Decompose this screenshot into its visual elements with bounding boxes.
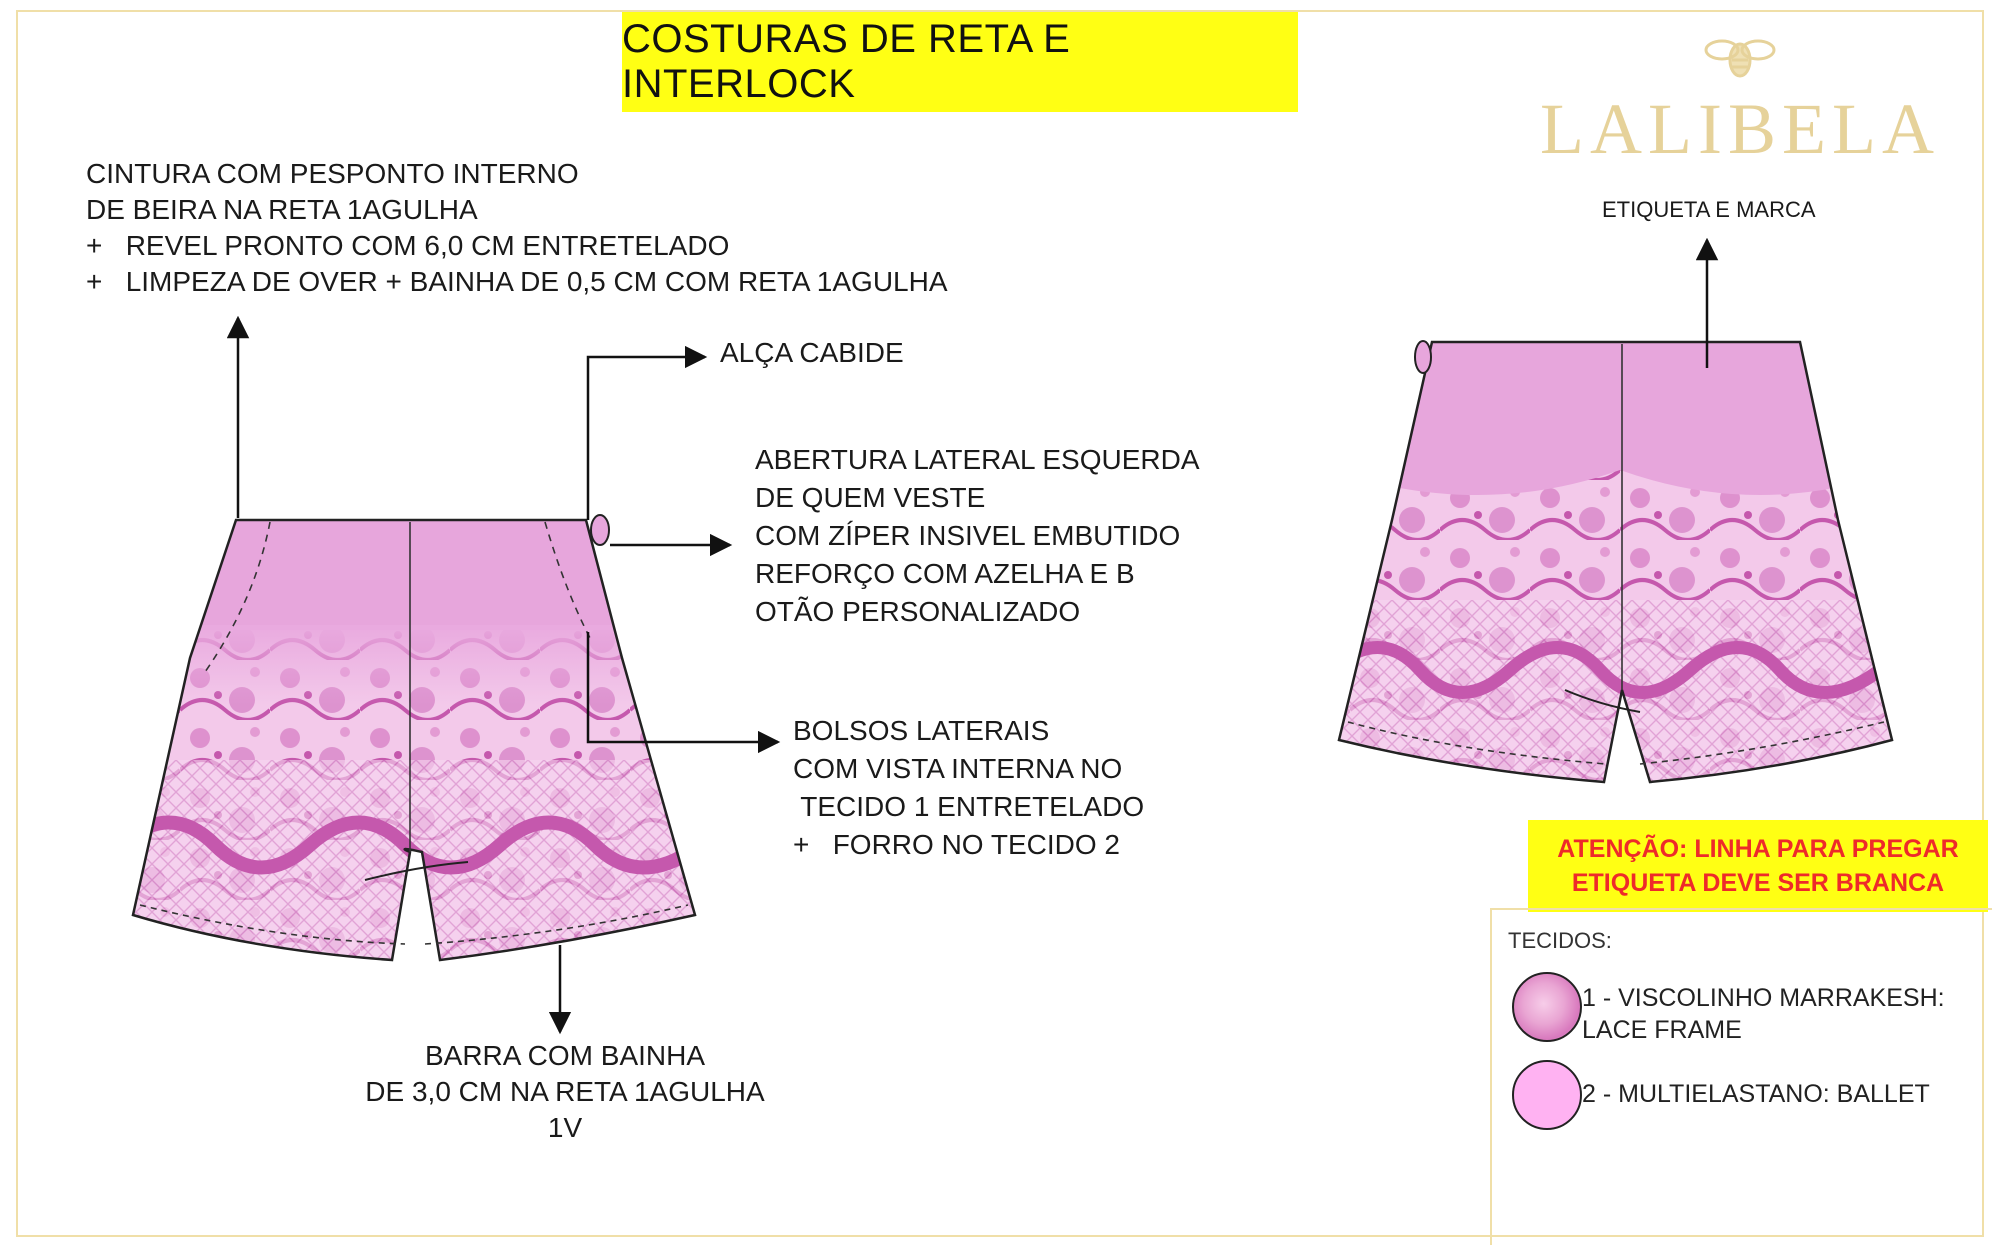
hem-note [330,1038,800,1146]
hem-note-line: 1V [547,1112,583,1143]
warning-line: ETIQUETA DEVE SER BRANCA [1571,869,1945,897]
side-opening-line: OTÃO PERSONALIZADO [755,596,1081,627]
fabrics-title: TECIDOS: [1508,928,1612,953]
side-opening-line: DE QUEM VESTE [755,482,986,513]
side-pockets-line: TECIDO 1 ENTRETELADO [793,791,1145,822]
waistband-note [86,156,948,300]
brand-name: LALIBELA [1540,89,1940,169]
side-opening-line: COM ZÍPER INSIVEL EMBUTIDO [755,520,1181,551]
side-opening-line: REFORÇO COM AZELHA E B [755,558,1135,589]
page-title: COSTURAS DE RETA E INTERLOCK [622,17,1071,106]
waistband-note-line: CINTURA COM PESPONTO INTERNO [86,158,579,189]
label-brand-note: ETIQUETA E MARCA [1602,197,1816,222]
fabric-2-line: 2 - MULTIELASTANO: BALLET [1582,1080,1930,1108]
hanger-loop-front [591,515,609,545]
fabric-1-line: 1 - VISCOLINHO MARRAKESH: [1582,984,1945,1012]
warning-banner [1528,820,1988,912]
waistband-note-line: + REVEL PRONTO COM 6,0 CM ENTRETELADO [86,230,730,261]
waistband-note-line: DE BEIRA NA RETA 1AGULHA [86,194,478,225]
side-opening-note [755,441,1200,631]
hem-note-line: BARRA COM BAINHA [424,1040,706,1071]
hanger-loop-note: ALÇA CABIDE [720,337,904,368]
side-pockets-line: BOLSOS LATERAIS [793,715,1050,746]
arrow-hanger-loop [588,357,705,520]
side-pockets-note [793,712,1144,864]
fabrics-legend [1490,908,1992,1245]
side-pockets-line: + FORRO NO TECIDO 2 [793,829,1120,860]
side-opening-line: ABERTURA LATERAL ESQUERDA [755,444,1200,475]
side-pockets-line: COM VISTA INTERNA NO [793,753,1123,784]
fabric-2-label [1582,1078,1930,1110]
solid-pink-swatch [1512,1060,1582,1130]
warning-line: ATENÇÃO: LINHA PARA PREGAR [1557,835,1959,863]
hem-note-line: DE 3,0 CM NA RETA 1AGULHA [365,1076,765,1107]
fabric-1-line: LACE FRAME [1582,1016,1742,1044]
back-shorts-drawing [1330,335,1900,800]
hanger-loop-back [1415,341,1431,373]
fabric-1-label [1582,982,1945,1046]
waistband-note-line: + LIMPEZA DE OVER + BAINHA DE 0,5 CM COM RETA 1AGULHA [86,266,948,297]
lace-print-swatch [1512,972,1582,1042]
front-shorts-drawing [120,510,720,980]
